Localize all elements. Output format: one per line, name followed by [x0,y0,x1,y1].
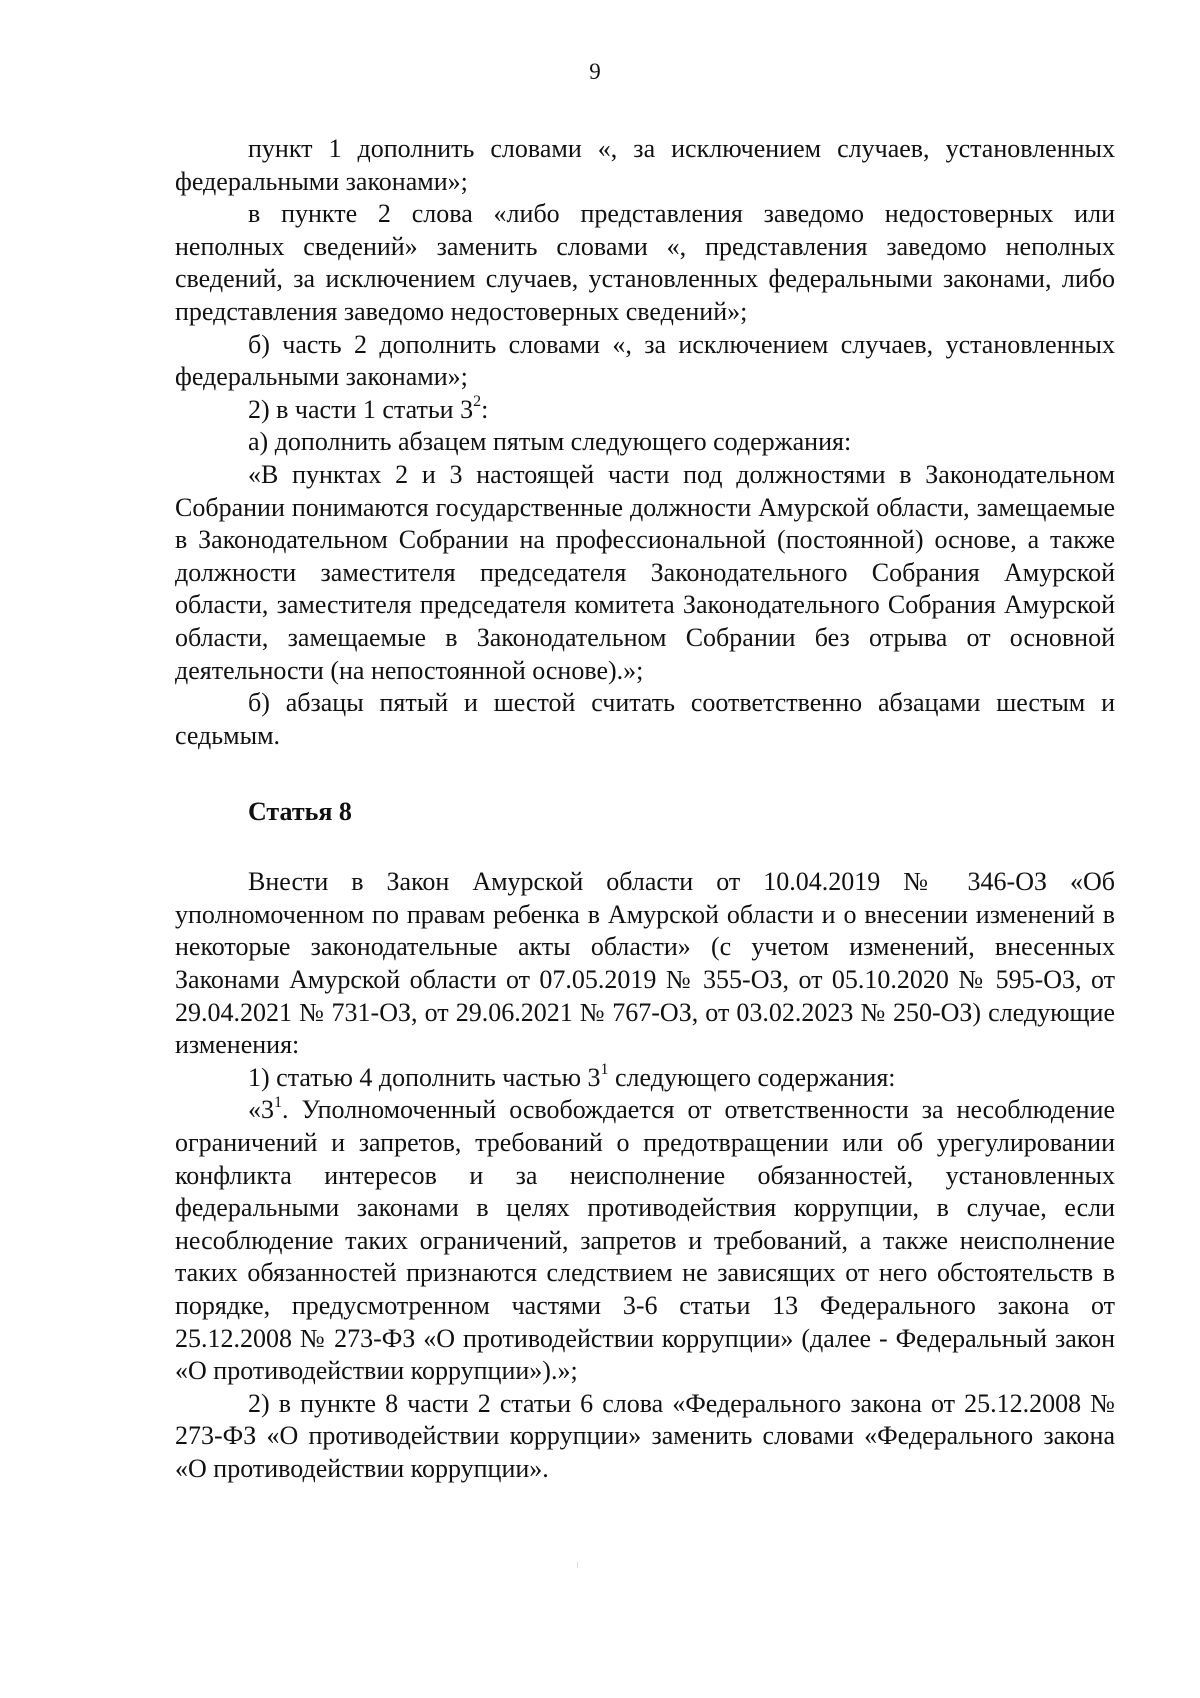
article-8-item-1 [175,1062,1115,1095]
article-8-item-1-superscript: 1 [600,1061,609,1079]
paragraph-item-2-header [175,394,1115,427]
paragraph-amend-point-1: пункт 1 дополнить словами «, за исключением случаев, установленных федеральными законами»; [175,134,1115,196]
item-2-superscript: 2 [473,393,482,411]
quote-text: . Уполномоченный освобождается от ответственности за несоблюдение ограничений и запретов, требований о предотвращении или об урегулировании конфликта интересов и за неисполнение обязанностей, установленных федеральными законами в целях противодействия коррупции, в случае, если несоблюдение таких ограничений, запретов и требований, а также неисполнение таких обязанностей признаются следствием не зависящих от него обстоятельств в порядке, предусмотренном частями 3-6 статьи 13 Федерального закона от 25.12.2008 № 273-ФЗ «О противодействии коррупции» (далее - Федеральный закон «О противодействии коррупции»).»; [175,1095,1115,1386]
article-8-heading: Статья 8 [248,797,352,827]
article-8-quoted-part [175,1094,1115,1387]
paragraph-amend-point-2: в пункте 2 слова «либо представления заведомо недостоверных или неполных сведений» заменить словами «, представления заведомо неполных сведений, за исключением случаев, установленных федеральными законами, либо представления заведомо недостоверных сведений»; [175,199,1115,326]
article-8-item-1-suffix: следующего содержания: [608,1062,896,1092]
item-2-prefix: 2) в части 1 статьи 3 [248,394,474,424]
article-8-item-1-prefix: 1) статью 4 дополнить частью 3 [248,1062,601,1092]
item-2-suffix: : [481,394,489,424]
article-8-intro: Внести в Закон Амурской области от 10.04.2019 № 346-ОЗ «Об уполномоченном по правам ребенка в Амурской области и о внесении изменений в некоторые законодательные акты области» (с учетом изменений, внесенных Законами Амурской области от 07.05.2019 № 355-ОЗ, от 05.10.2020 № 595-ОЗ, от 29.04.2021 № 731-ОЗ, от 29.06.2021 № 767-ОЗ, от 03.02.2023 № 250-ОЗ) следующие изменения: [175,867,1115,1060]
paragraph-add-fifth-abzac: а) дополнить абзацем пятым следующего содержания: [248,427,852,457]
quote-superscript: 1 [274,1093,282,1111]
document-body [175,133,1115,1486]
scan-artifact [577,1562,578,1568]
paragraph-renumber-abzacs: б) абзацы пятый и шестой считать соответственно абзацами шестым и седьмым. [175,688,1115,750]
page-number: 9 [589,59,601,84]
paragraph-amend-part-2: б) часть 2 дополнить словами «, за исключением случаев, установленных федеральными законами»; [175,329,1115,392]
quote-prefix: «3 [248,1095,274,1125]
article-8-item-2: 2) в пункте 8 части 2 статьи 6 слова «Федерального закона от 25.12.2008 № 273-ФЗ «О противодействии коррупции» заменить словами «Федерального закона «О противодействии коррупции». [175,1388,1115,1483]
paragraph-quoted-text: «В пунктах 2 и 3 настоящей части под должностями в Законодательном Собрании понимаются государственные должности Амурской области, замещаемые в Законодательном Собрании на профессиональной (постоянной) основе, а также должности заместителя председателя Законодательного Собрания Амурской области, заместителя председателя комитета Законодательного Собрания Амурской области, замещаемые в Законодательном Собрании без отрыва от основной деятельности (на непостоянной основе).»; [175,459,1115,685]
